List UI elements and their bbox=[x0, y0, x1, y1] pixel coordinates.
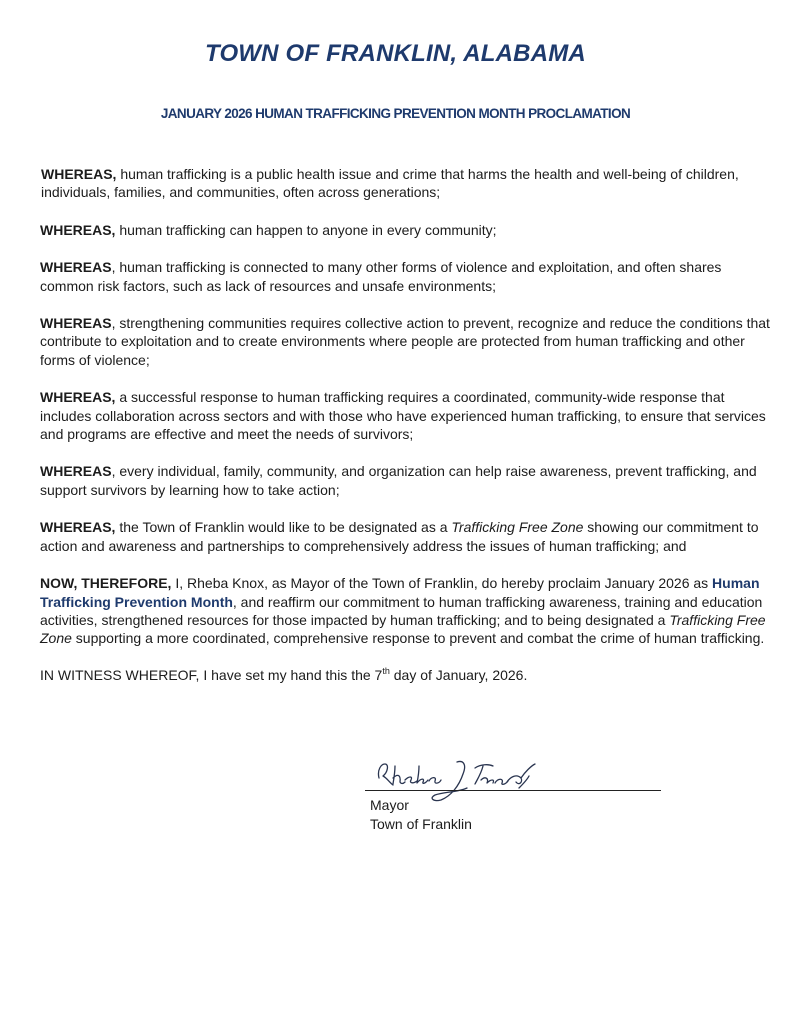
clause-text: , every individual, family, community, and organization can help raise awareness, prevent trafficking, and support survivors by learning how to take action; bbox=[40, 463, 757, 498]
signer-organization: Town of Franklin bbox=[370, 816, 472, 832]
clause-text: , and reaffirm our commitment to human trafficking awareness, training and education activities, strengthened resources for those impacted by human trafficking; and to being designated a bbox=[40, 593, 763, 628]
proclamation-body bbox=[40, 165, 770, 703]
clause-lead: WHEREAS, bbox=[40, 221, 116, 238]
witness-statement: IN WITNESS WHEREOF, I have set my hand this the 7th day of January, 2026. bbox=[40, 665, 528, 683]
month-name: Human Trafficking Prevention Month bbox=[40, 575, 760, 610]
clause-text: , human trafficking is connected to many other forms of violence and exploitation, and often shares common risk factors, such as lack of resources and unsafe environments; bbox=[40, 259, 722, 294]
clause-text: showing our commitment to action and awareness and partnerships to comprehensively address the issues of human trafficking; and bbox=[40, 519, 759, 554]
proclamation-clause bbox=[40, 574, 770, 648]
whereas-clause-2 bbox=[40, 221, 770, 239]
clause-text: supporting a more coordinated, comprehensive response to prevent and combat the crime of human trafficking. bbox=[71, 630, 765, 647]
signature-line bbox=[365, 790, 661, 791]
clause-text: human trafficking is a public health issue and crime that harms the health and well-being of children, individuals, families, and communities, often across generations; bbox=[41, 166, 739, 201]
free-zone-term: Trafficking Free Zone bbox=[451, 519, 584, 536]
clause-text: the Town of Franklin would like to be designated as a bbox=[115, 519, 452, 536]
whereas-clause-6 bbox=[40, 462, 770, 499]
clause-text: human trafficking can happen to anyone in every community; bbox=[115, 221, 497, 238]
proclamation-heading: JANUARY 2026 HUMAN TRAFFICKING PREVENTION MONTH PROCLAMATION bbox=[160, 106, 631, 121]
clause-text: , strengthening communities requires collective action to prevent, recognize and reduce the conditions that contribute to exploitation and to create environments where people are protected from human trafficking and other forms of violence; bbox=[40, 315, 770, 368]
clause-lead: WHEREAS bbox=[40, 315, 112, 332]
ordinal-suffix: th bbox=[382, 665, 390, 676]
clause-lead: WHEREAS bbox=[40, 463, 112, 480]
whereas-clause-5 bbox=[40, 388, 770, 443]
clause-lead: WHEREAS, bbox=[41, 166, 117, 182]
clause-text: I, Rheba Knox, as Mayor of the Town of Franklin, do hereby proclaim January 2026 as bbox=[171, 575, 713, 592]
page-title: TOWN OF FRANKLIN, ALABAMA bbox=[205, 40, 586, 67]
clause-lead: NOW, THEREFORE, bbox=[40, 575, 172, 592]
signer-title: Mayor bbox=[370, 797, 409, 813]
clause-text: a successful response to human trafficking requires a coordinated, community-wide response that includes collaboration across sectors and with those who have experienced human trafficking, to ensure that services and programs are effective and meet the needs of survivors; bbox=[40, 389, 766, 443]
clause-lead: WHEREAS, bbox=[40, 519, 116, 536]
free-zone-term: Trafficking Free Zone bbox=[40, 611, 766, 647]
whereas-clause-3 bbox=[40, 258, 770, 295]
whereas-clause-1 bbox=[40, 165, 770, 202]
signature-block bbox=[365, 752, 665, 842]
whereas-clause-4 bbox=[40, 314, 770, 369]
clause-lead: WHEREAS, bbox=[40, 389, 116, 406]
clause-lead: WHEREAS bbox=[40, 259, 112, 276]
whereas-clause-7 bbox=[40, 518, 770, 555]
